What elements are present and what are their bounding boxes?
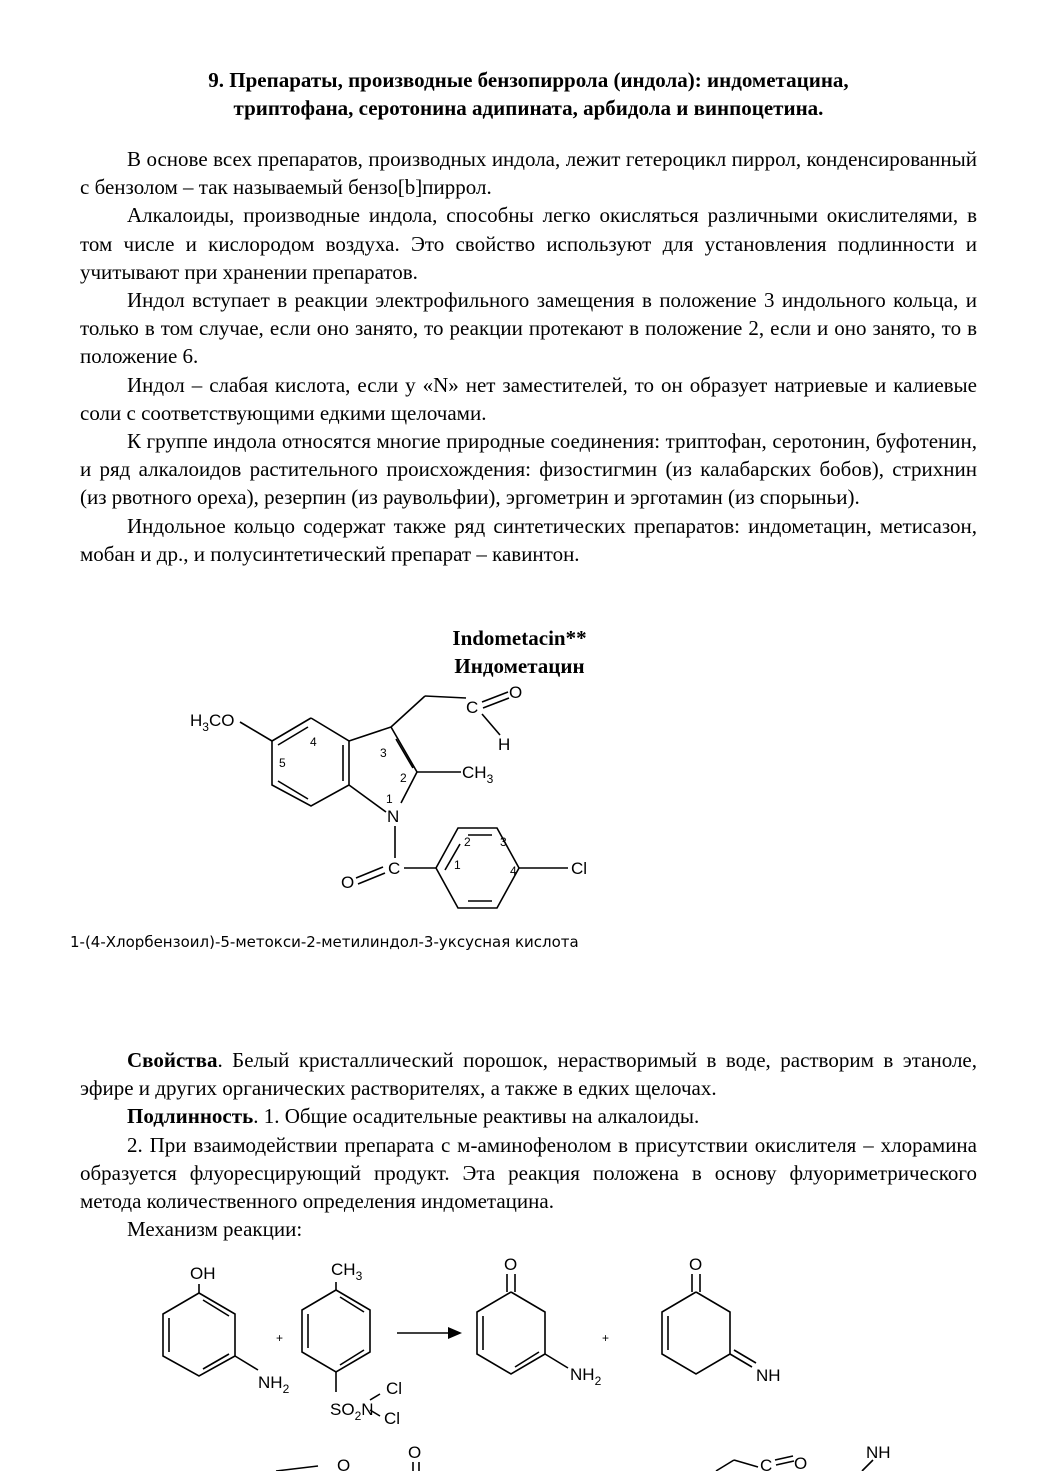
properties-text bbox=[80, 1046, 977, 1243]
paragraph: К группе индола относятся многие природные соединения: триптофан, серотонин, буфотенин, и ряд алкалоидов растительного происхождения: физостигмин (из калабарских бобов), стрихнин (из рвотного ореха), резерпин (из раувольфии), эргометрин и эрготамин (из спорыньи). bbox=[80, 429, 977, 510]
nh2-label: $NH_2$ bbox=[570, 1365, 602, 1388]
position-3: 3 bbox=[380, 746, 387, 760]
position-1: 1 bbox=[386, 792, 393, 806]
nh-label: NH bbox=[756, 1366, 781, 1385]
section-heading bbox=[80, 66, 977, 122]
oxygen-label: O bbox=[408, 1443, 422, 1462]
so2n-label: $SO_2N$ bbox=[330, 1400, 374, 1423]
nh-label: NH bbox=[866, 1443, 891, 1462]
ch3-label: $CH_3$ bbox=[462, 763, 494, 786]
cl-label: Cl bbox=[386, 1379, 403, 1398]
drug-name-latin: Indometacin** bbox=[452, 626, 587, 650]
indometacin-structure bbox=[170, 680, 630, 920]
oxygen-label: O bbox=[794, 1454, 808, 1471]
paragraph: Индол вступает в реакции электрофильного замещения в положение 3 индольного кольца, и только в том случае, если оно занято, то реакции протекают в положение 2, если и оно занято, то в положение 6. bbox=[80, 288, 977, 369]
section-heading-line1: 9. Препараты, производные бензопиррола (индола): индометацина, bbox=[208, 68, 849, 92]
cl-label: Cl bbox=[384, 1409, 401, 1428]
oxygen-label: O bbox=[504, 1255, 518, 1274]
identity-paragraph bbox=[80, 1102, 977, 1130]
intro-text bbox=[80, 145, 977, 568]
oxygen-label: O bbox=[509, 683, 523, 702]
phenyl-position-2: 2 bbox=[464, 835, 471, 849]
identity-paragraph-2: 2. При взаимодействии препарата с м-аминофенолом в присутствии окислителя – хлорамина образуется флуоресцирующий продукт. Эта реакция положена в основу флуориметрического метода количественного определения индометацина. bbox=[80, 1132, 977, 1214]
ch3-label: $CH_3$ bbox=[331, 1260, 363, 1283]
paragraph: Индольное кольцо содержат также ряд синтетических препаратов: индометацин, метисазон, мобан и др., и полусинтетический препарат – кавинтон. bbox=[80, 513, 977, 566]
nitrogen-label: N bbox=[387, 807, 400, 826]
hydrogen-label: H bbox=[498, 735, 511, 754]
reaction-scheme bbox=[150, 1255, 891, 1471]
carbonyl-c-label: C bbox=[466, 698, 479, 717]
mechanism-label: Механизм реакции: bbox=[127, 1217, 303, 1242]
phenyl-position-3: 3 bbox=[500, 835, 507, 849]
paragraph: Индол – слабая кислота, если у «N» нет заместителей, то он образует натриевые и калиевые соли с соответствующими едкими щелочами. bbox=[80, 372, 977, 425]
phenyl-position-4: 4 bbox=[510, 864, 517, 878]
amide-c-label: C bbox=[388, 859, 401, 878]
chemical-name: 1-(4-Хлорбензоил)-5-метокси-2-метилиндол-3-уксусная кислота bbox=[70, 933, 579, 951]
section-heading-line2: триптофана, серотонина адипината, арбидола и винпоцетина. bbox=[233, 96, 824, 120]
h3co-label: $H_3CO$ bbox=[190, 711, 235, 734]
nh2-label: $NH_2$ bbox=[258, 1373, 290, 1396]
plus-sign: + bbox=[602, 1331, 610, 1345]
identity-body: . 1. Общие осадительные реактивы на алкалоиды. bbox=[253, 1104, 700, 1129]
oxygen-label: O bbox=[689, 1255, 703, 1274]
position-4: 4 bbox=[310, 735, 317, 749]
paragraph: Алкалоиды, производные индола, способны легко окисляться различными окислителями, в том числе и кислородом воздуха. Это свойство используют для установления подлинности и учитывают при хранении препаратов. bbox=[80, 203, 977, 284]
oxygen-label: O bbox=[337, 1456, 351, 1471]
drug-name-ru: Индометацин bbox=[454, 654, 585, 678]
properties-paragraph bbox=[80, 1046, 977, 1102]
phenyl-position-1: 1 bbox=[454, 858, 461, 872]
position-2: 2 bbox=[400, 771, 407, 785]
amide-o-label: O bbox=[341, 873, 355, 892]
oh-label: OH bbox=[190, 1264, 216, 1283]
plus-sign: + bbox=[276, 1331, 284, 1345]
identity-label: Подлинность bbox=[127, 1104, 254, 1129]
chlorine-label: Cl bbox=[571, 859, 588, 878]
position-5: 5 bbox=[279, 756, 286, 770]
properties-body: . Белый кристаллический порошок, нерастворимый в воде, растворим в этаноле, эфире и других органических растворителях, а также в едких щелочах. bbox=[80, 1048, 977, 1101]
carbon-label: C bbox=[760, 1456, 773, 1471]
paragraph: В основе всех препаратов, производных индола, лежит гетероцикл пиррол, конденсированный с бензолом – так называемый бензо[b]пиррол. bbox=[80, 147, 977, 200]
properties-label: Свойства bbox=[127, 1048, 218, 1072]
